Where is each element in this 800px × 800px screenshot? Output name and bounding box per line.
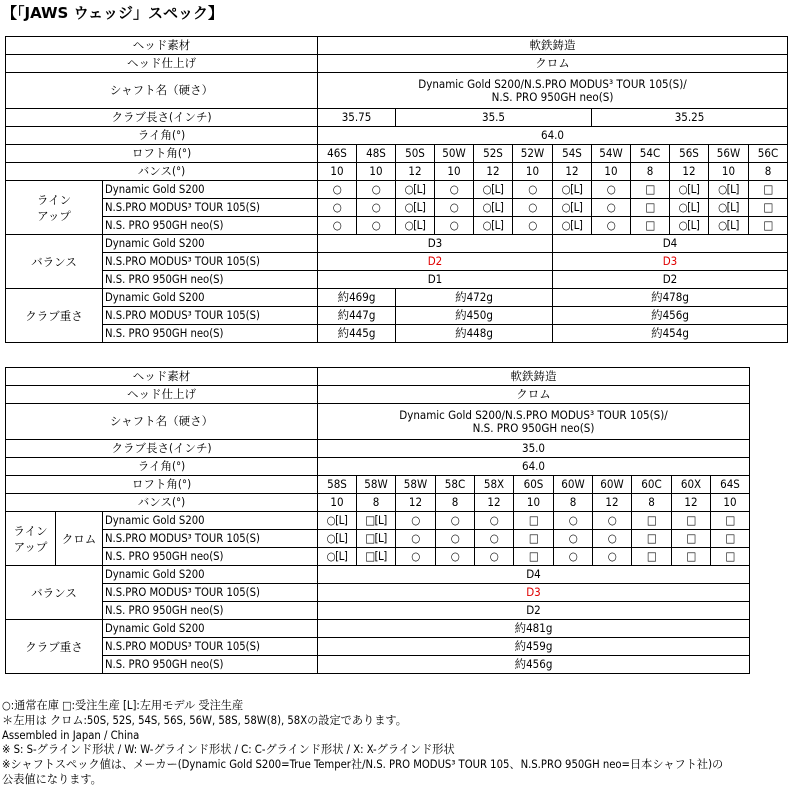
loft-row [6, 145, 788, 163]
shaft-label: N.S. PRO 950GH neo(S) [103, 271, 318, 289]
shaft-label: Dynamic Gold S200 [103, 512, 318, 530]
lineup-cell: ○[L] [396, 199, 435, 217]
balance-value: D3 [318, 235, 553, 253]
balance-value: D3 [553, 253, 788, 271]
lineup-label-line-2: アップ [37, 208, 71, 223]
lineup-cell: □[L] [357, 530, 396, 548]
lineup-row [6, 181, 788, 199]
shaft-label: Dynamic Gold S200 [103, 289, 318, 307]
bounce-cell: 8 [632, 494, 672, 512]
lineup-label-line-1: ライン [13, 523, 48, 538]
lineup-cell: □ [514, 512, 554, 530]
club-length-value: 35.75 [318, 109, 396, 127]
lineup-cell: ○[L] [318, 530, 357, 548]
shaft-name-row [6, 404, 750, 440]
weight-row [6, 325, 788, 343]
bounce-cell: 10 [513, 163, 553, 181]
bounce-cell: 12 [670, 163, 709, 181]
weight-value: 約456g [318, 656, 750, 674]
balance-value: D1 [318, 271, 553, 289]
bounce-label: バンス(°) [6, 163, 318, 181]
lineup-cell: ○ [396, 548, 436, 566]
lineup-cell: □ [672, 512, 711, 530]
loft-cell: 58W [396, 476, 436, 494]
lie-value: 64.0 [318, 127, 788, 145]
club-length-value: 35.25 [592, 109, 788, 127]
weight-value: 約459g [318, 638, 750, 656]
lineup-cell: □ [514, 548, 554, 566]
lineup-cell: ○ [436, 530, 475, 548]
balance-row [6, 253, 788, 271]
shaft-name-value [318, 404, 750, 440]
lineup-label [6, 512, 56, 566]
head-material-label: ヘッド素材 [6, 368, 318, 386]
lineup-cell: ○ [592, 181, 631, 199]
notes [2, 699, 800, 788]
lineup-cell: ○ [435, 199, 474, 217]
bounce-cell: 12 [396, 163, 435, 181]
bounce-label: バンス(°) [6, 494, 318, 512]
bounce-cell: 12 [475, 494, 514, 512]
lie-row [6, 127, 788, 145]
lineup-cell: ○[L] [553, 181, 592, 199]
head-material-value: 軟鉄鋳造 [318, 37, 788, 55]
shaft-label: N.S. PRO 950GH neo(S) [103, 548, 318, 566]
loft-cell: 52W [513, 145, 553, 163]
lineup-cell: ○[L] [474, 217, 513, 235]
lineup-cell: ○ [554, 548, 593, 566]
lineup-cell: ○ [592, 199, 631, 217]
lineup-cell: □ [632, 530, 672, 548]
head-finish-row [6, 386, 750, 404]
weight-value: 約472g [396, 289, 553, 307]
lineup-row [6, 217, 788, 235]
weight-label: クラブ重さ [6, 620, 103, 674]
lineup-cell: ○[L] [318, 548, 357, 566]
head-material-row [6, 37, 788, 55]
shaft-name-label: シャフト名（硬さ） [6, 404, 318, 440]
lineup-cell: ○[L] [670, 181, 709, 199]
bounce-cell: 8 [436, 494, 475, 512]
loft-cell: 50S [396, 145, 435, 163]
weight-value: 約469g [318, 289, 396, 307]
lineup-cell: ○[L] [709, 217, 749, 235]
head-material-value: 軟鉄鋳造 [318, 368, 750, 386]
club-length-label: クラブ長さ(インチ) [6, 109, 318, 127]
note-line: ○:通常在庫 □:受注生産 [L]:左用モデル 受注生産 [2, 699, 244, 712]
bounce-cell: 10 [711, 494, 750, 512]
loft-cell: 56W [709, 145, 749, 163]
lineup-cell: □ [672, 548, 711, 566]
balance-value: D4 [318, 566, 750, 584]
weight-value: 約454g [553, 325, 788, 343]
loft-cell: 58W [357, 476, 396, 494]
shaft-label: N.S.PRO MODUS³ TOUR 105(S) [103, 584, 318, 602]
head-finish-label: ヘッド仕上げ [6, 386, 318, 404]
bounce-row [6, 494, 750, 512]
head-material-row [6, 368, 750, 386]
loft-cell: 54W [592, 145, 631, 163]
bounce-cell: 8 [357, 494, 396, 512]
lineup-cell: ○[L] [553, 217, 592, 235]
shaft-name-line-1: Dynamic Gold S200/N.S.PRO MODUS³ TOUR 105(S)/ [418, 76, 687, 91]
chrome-group-label: クロム [56, 512, 103, 566]
lineup-cell: □ [631, 181, 670, 199]
shaft-name-row [6, 73, 788, 109]
lineup-row [6, 548, 750, 566]
bounce-cell: 10 [709, 163, 749, 181]
weight-row [6, 620, 750, 638]
lineup-cell: □ [631, 217, 670, 235]
loft-label: ロフト角(°) [6, 476, 318, 494]
lineup-cell: ○ [318, 199, 357, 217]
lineup-cell: ○[L] [474, 181, 513, 199]
shaft-name-value [318, 73, 788, 109]
weight-value: 約456g [553, 307, 788, 325]
lineup-cell: ○ [318, 217, 357, 235]
bounce-cell: 10 [357, 163, 396, 181]
loft-cell: 52S [474, 145, 513, 163]
lineup-cell: ○ [554, 530, 593, 548]
shaft-label: N.S.PRO MODUS³ TOUR 105(S) [103, 199, 318, 217]
weight-value: 約448g [396, 325, 553, 343]
lineup-cell: □[L] [357, 548, 396, 566]
lineup-label-line-1: ライン [36, 192, 72, 207]
lie-row [6, 458, 750, 476]
lineup-cell: ○ [435, 217, 474, 235]
lineup-cell: ○ [396, 530, 436, 548]
loft-cell: 48S [357, 145, 396, 163]
lineup-cell: ○[L] [670, 217, 709, 235]
weight-row [6, 289, 788, 307]
page-title: 【「JAWS ウェッジ」スペック】 [2, 4, 223, 22]
shaft-label: N.S. PRO 950GH neo(S) [103, 656, 318, 674]
lineup-cell: ○ [357, 199, 396, 217]
bounce-cell: 10 [514, 494, 554, 512]
balance-row [6, 271, 788, 289]
weight-value: 約478g [553, 289, 788, 307]
lineup-cell: □ [632, 548, 672, 566]
lineup-cell: ○ [396, 512, 436, 530]
weight-row [6, 307, 788, 325]
bounce-cell: 12 [553, 163, 592, 181]
lineup-row [6, 530, 750, 548]
bounce-row [6, 163, 788, 181]
spec-table-1 [5, 36, 788, 343]
loft-cell: 56C [749, 145, 788, 163]
loft-cell: 60W [593, 476, 632, 494]
balance-row [6, 235, 788, 253]
bounce-cell: 8 [631, 163, 670, 181]
loft-cell: 58C [436, 476, 475, 494]
club-length-row [6, 109, 788, 127]
lineup-cell: ○ [593, 512, 632, 530]
loft-cell: 56S [670, 145, 709, 163]
lineup-cell: ○ [592, 217, 631, 235]
lineup-cell: ○ [513, 181, 553, 199]
weight-row [6, 656, 750, 674]
club-length-label: クラブ長さ(インチ) [6, 440, 318, 458]
balance-label: バランス [6, 235, 103, 289]
lineup-cell: ○ [513, 217, 553, 235]
shaft-label: Dynamic Gold S200 [103, 566, 318, 584]
loft-cell: 58S [318, 476, 357, 494]
loft-cell: 54S [553, 145, 592, 163]
lineup-cell: ○[L] [318, 512, 357, 530]
shaft-label: N.S.PRO MODUS³ TOUR 105(S) [103, 530, 318, 548]
weight-value: 約450g [396, 307, 553, 325]
shaft-name-label: シャフト名（硬さ） [6, 73, 318, 109]
lie-value: 64.0 [318, 458, 750, 476]
note-line: ＊左用は クロム:50S, 52S, 54S, 56S, 56W, 58S, 58W(8), 58Xの設定であります。 [2, 713, 407, 727]
head-finish-value: クロム [318, 386, 750, 404]
bounce-cell: 12 [396, 494, 436, 512]
note-line: Assembled in Japan / China [2, 728, 140, 742]
head-finish-label: ヘッド仕上げ [6, 55, 318, 73]
lineup-cell: ○[L] [670, 199, 709, 217]
lineup-cell: □ [514, 530, 554, 548]
loft-row [6, 476, 750, 494]
bounce-cell: 8 [554, 494, 593, 512]
bounce-cell: 10 [318, 163, 357, 181]
note-line: ※シャフトスペック値は、メーカー(Dynamic Gold S200=True Temper社/N.S. PRO MODUS³ TOUR 105、N.S.PRO 950GH neo=日本シャフト社)の [2, 758, 724, 772]
shaft-name-line-1: Dynamic Gold S200/N.S.PRO MODUS³ TOUR 105(S)/ [399, 407, 668, 422]
loft-label: ロフト角(°) [6, 145, 318, 163]
loft-cell: 60S [514, 476, 554, 494]
lineup-cell: ○ [593, 548, 632, 566]
lineup-cell: □ [632, 512, 672, 530]
bounce-cell: 10 [318, 494, 357, 512]
lineup-cell: ○[L] [553, 199, 592, 217]
lineup-cell: ○ [357, 217, 396, 235]
balance-value: D4 [553, 235, 788, 253]
lineup-cell: ○[L] [396, 217, 435, 235]
lineup-row [6, 199, 788, 217]
balance-row [6, 584, 750, 602]
shaft-label: Dynamic Gold S200 [103, 620, 318, 638]
loft-cell: 58X [475, 476, 514, 494]
shaft-label: N.S.PRO MODUS³ TOUR 105(S) [103, 638, 318, 656]
bounce-cell: 12 [672, 494, 711, 512]
shaft-label: Dynamic Gold S200 [103, 235, 318, 253]
balance-value: D2 [318, 602, 750, 620]
shaft-name-line-2: N.S. PRO 950GH neo(S) [472, 420, 595, 435]
lineup-cell: □ [631, 199, 670, 217]
lineup-cell: □ [711, 548, 750, 566]
lineup-cell: ○[L] [709, 199, 749, 217]
lineup-row [6, 512, 750, 530]
club-length-row [6, 440, 750, 458]
lineup-cell: ○[L] [474, 199, 513, 217]
spec-table-2 [5, 367, 750, 674]
bounce-cell: 10 [435, 163, 474, 181]
lineup-cell: ○ [357, 181, 396, 199]
shaft-label: Dynamic Gold S200 [103, 181, 318, 199]
loft-cell: 64S [711, 476, 750, 494]
loft-cell: 50W [435, 145, 474, 163]
bounce-cell: 8 [749, 163, 788, 181]
shaft-label: N.S.PRO MODUS³ TOUR 105(S) [103, 253, 318, 271]
lie-label: ライ角(°) [6, 458, 318, 476]
lineup-cell: ○ [435, 181, 474, 199]
loft-cell: 60W [554, 476, 593, 494]
lineup-cell: ○ [475, 530, 514, 548]
club-length-value: 35.0 [318, 440, 750, 458]
balance-value: D2 [318, 253, 553, 271]
lineup-cell: □ [711, 530, 750, 548]
lineup-cell: ○[L] [709, 181, 749, 199]
lie-label: ライ角(°) [6, 127, 318, 145]
shaft-label: N.S. PRO 950GH neo(S) [103, 602, 318, 620]
lineup-cell: ○[L] [396, 181, 435, 199]
lineup-cell: □ [711, 512, 750, 530]
bounce-cell: 12 [474, 163, 513, 181]
balance-label: バランス [6, 566, 103, 620]
shaft-label: N.S.PRO MODUS³ TOUR 105(S) [103, 307, 318, 325]
loft-cell: 60X [672, 476, 711, 494]
balance-value: D3 [318, 584, 750, 602]
lineup-cell: ○ [475, 548, 514, 566]
lineup-cell: ○ [554, 512, 593, 530]
lineup-cell: ○ [513, 199, 553, 217]
note-line: 公表値になります。 [2, 772, 102, 786]
weight-value: 約447g [318, 307, 396, 325]
bounce-cell: 10 [592, 163, 631, 181]
lineup-cell: ○ [436, 548, 475, 566]
lineup-cell: □ [672, 530, 711, 548]
shaft-label: N.S. PRO 950GH neo(S) [103, 217, 318, 235]
weight-row [6, 638, 750, 656]
loft-cell: 54C [631, 145, 670, 163]
weight-value: 約445g [318, 325, 396, 343]
lineup-cell: ○ [475, 512, 514, 530]
lineup-label [6, 181, 103, 235]
balance-value: D2 [553, 271, 788, 289]
balance-row [6, 602, 750, 620]
loft-cell: 60C [632, 476, 672, 494]
loft-cell: 46S [318, 145, 357, 163]
lineup-cell: □[L] [357, 512, 396, 530]
lineup-cell: □ [749, 181, 788, 199]
head-material-label: ヘッド素材 [6, 37, 318, 55]
lineup-cell: □ [749, 217, 788, 235]
lineup-cell: □ [749, 199, 788, 217]
head-finish-value: クロム [318, 55, 788, 73]
head-finish-row [6, 55, 788, 73]
lineup-cell: ○ [318, 181, 357, 199]
shaft-name-line-2: N.S. PRO 950GH neo(S) [491, 89, 614, 104]
balance-row [6, 566, 750, 584]
lineup-cell: ○ [436, 512, 475, 530]
weight-label: クラブ重さ [6, 289, 103, 343]
lineup-cell: ○ [593, 530, 632, 548]
weight-value: 約481g [318, 620, 750, 638]
shaft-label: N.S. PRO 950GH neo(S) [103, 325, 318, 343]
bounce-cell: 12 [593, 494, 632, 512]
club-length-value: 35.5 [396, 109, 592, 127]
lineup-label-line-2: アップ [13, 539, 48, 554]
note-line: ※ S: S-グラインド形状 / W: W-グラインド形状 / C: C-グラインド形状 / X: X-グラインド形状 [2, 743, 455, 757]
